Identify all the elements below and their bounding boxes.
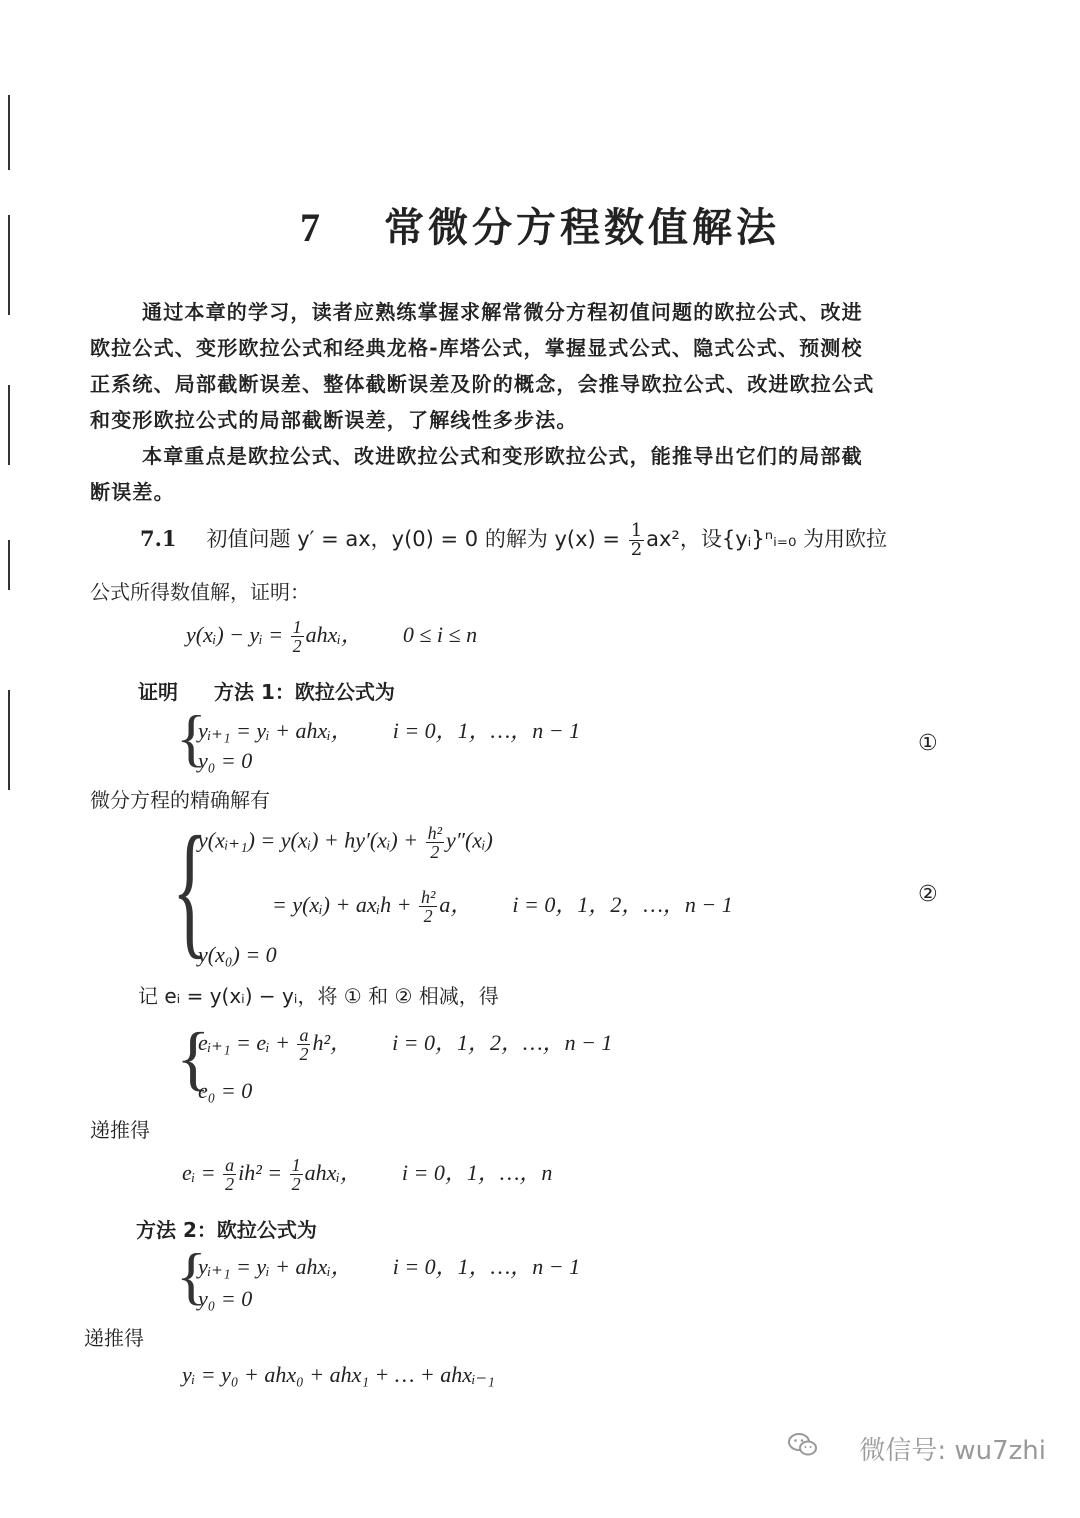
section-text: 递推得 [90, 1118, 150, 1142]
problem-text: ax²，设{yᵢ}ⁿᵢ₌₀ 为用欧拉 [646, 527, 888, 551]
chapter-title [0, 196, 1080, 253]
scan-margin-mark [8, 95, 10, 170]
equation: e₀ = 0 [198, 1078, 253, 1103]
fraction: $\frac{\text{h²}}{2}$ [427, 823, 443, 862]
problem-text: 公式所得数值解，证明： [90, 580, 310, 604]
equation: eᵢ₊₁ = eᵢ + $\frac{a}{2}$ h²， i = 0，1，2，…，n − 1 [198, 1025, 613, 1065]
claim-equation: y(xᵢ) − yᵢ = $\frac{1}{2}$ ahxᵢ， 0 ≤ i ≤ n [186, 617, 478, 657]
equation: eᵢ = $\frac{a}{2}$ ih² = $\frac{1}{2}$ ahxᵢ， i = 0，1，…，n [182, 1155, 553, 1195]
fraction: $\frac{1}{2}$ [291, 1155, 301, 1195]
problem-label: 7.1 [140, 526, 177, 551]
brace: { [176, 702, 207, 773]
chapter-name: 常微分方程数值解法 [384, 205, 780, 251]
proof-label: 证明 [138, 680, 178, 704]
method-label: 方法 2：欧拉公式为 [136, 1218, 317, 1242]
intro-line: 断误差。 [90, 480, 175, 504]
equation: yᵢ₊₁ = yᵢ + ahxᵢ， i = 0，1，…，n − 1 [198, 718, 581, 743]
wechat-icon [788, 1432, 818, 1458]
scan-margin-mark [8, 690, 10, 790]
scan-margin-mark [8, 385, 10, 465]
method-label: 方法 1：欧拉公式为 [214, 680, 395, 704]
equation: y₀ = 0 [198, 1286, 253, 1311]
equation: y(x₀) = 0 [198, 942, 277, 967]
section-text: 记 eᵢ = y(xᵢ) − yᵢ，将 ① 和 ② 相减，得 [138, 984, 499, 1008]
fraction: $\frac{1}{2}$ [292, 617, 302, 657]
equation: yᵢ₊₁ = yᵢ + ahxᵢ， i = 0，1，…，n − 1 [198, 1254, 581, 1279]
brace: { [176, 1018, 211, 1098]
intro-line: 通过本章的学习，读者应熟练掌握求解常微分方程初值问题的欧拉公式、改进 [142, 300, 863, 324]
equation-tag: ② [918, 882, 938, 907]
brace: { [172, 806, 208, 972]
equation: y₀ = 0 [198, 748, 253, 773]
fraction: $\frac{a}{2}$ [225, 1155, 235, 1195]
scan-margin-mark [8, 540, 10, 590]
problem-text: 初值问题 y′ = ax，y(0) = 0 的解为 y(x) = [206, 527, 627, 551]
brace: { [176, 1240, 207, 1311]
problem-statement [140, 522, 887, 559]
equation: y(xᵢ₊₁) = y(xᵢ) + hy′(xᵢ) + $\frac{\text{h²}}{2}$ y″(xᵢ) [198, 823, 493, 862]
chapter-number: 7 [300, 205, 324, 250]
section-text: 递推得 [84, 1326, 144, 1350]
intro-line: 正系统、局部截断误差、整体截断误差及阶的概念，会推导欧拉公式、改进欧拉公式 [90, 372, 875, 396]
fraction: $\frac{a}{2}$ [299, 1025, 309, 1065]
proof-heading [138, 676, 395, 705]
fraction: $\frac{\text{h²}}{2}$ [420, 887, 436, 927]
equation-tag: ① [918, 731, 938, 756]
fraction: $\frac{1}{2}$ [630, 520, 643, 560]
intro-line: 和变形欧拉公式的局部截断误差，了解线性多步法。 [90, 408, 578, 432]
wechat-watermark: 微信号: wu7zhi [859, 1436, 1046, 1466]
intro-line: 欧拉公式、变形欧拉公式和经典龙格-库塔公式，掌握显式公式、隐式公式、预测校 [90, 336, 863, 360]
intro-paragraph [90, 294, 948, 510]
equation: = y(xᵢ) + axᵢh + $\frac{\text{h²}}{2}$ a， i = 0，1，2，…，n − 1 [272, 887, 733, 927]
intro-line: 本章重点是欧拉公式、改进欧拉公式和变形欧拉公式，能推导出它们的局部截 [142, 444, 863, 468]
section-text: 微分方程的精确解有 [90, 788, 270, 812]
equation: yᵢ = y₀ + ahx₀ + ahx₁ + … + ahxᵢ₋₁ [182, 1362, 495, 1387]
